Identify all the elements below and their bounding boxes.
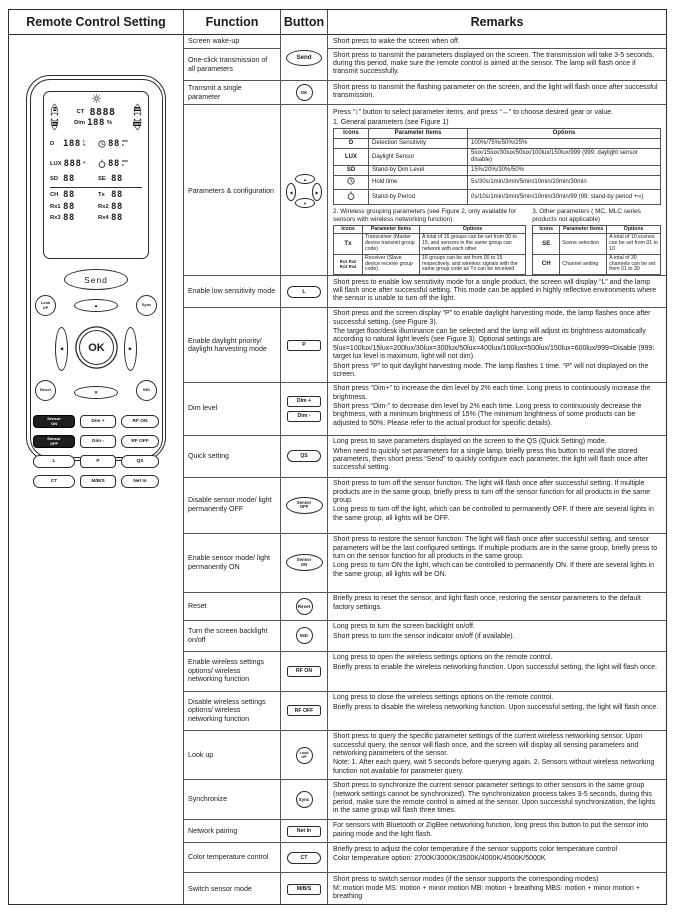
button-cell [281, 35, 328, 80]
dpad-button-icon: ▲ ▼ ◀ ▶ [286, 174, 322, 208]
standby-lamp-icon [98, 155, 106, 173]
remote-control-illustration [26, 75, 166, 484]
remarks-cell: Short press to turn off the sensor function. The light will flash once after successful setting. If multiple products are in the same group, briefly press to turn off the sensor function for all products in the same group. Long press to turn off the light, which can be controlled to permanently OFF. If there are several lights in the same group, all lights will be OFF. [333, 480, 654, 522]
sensor-on-key: Sensor ON [33, 415, 75, 428]
ok-button: OK [79, 330, 114, 365]
mode-badge: MS [52, 122, 57, 126]
function-cell: Quick setting [184, 436, 281, 477]
function-cell: Enable daylight priority/ daylight harvesting mode [184, 308, 281, 383]
sensor-off-key: Sensor OFF [33, 435, 75, 448]
remarks-cell: Short press “Dim+” to increase the dim level by 2% each time. Long press to continuously increase the brightness. Short press “Dim-” to decrease dim level by 2% each time. Long press to continuously decrease the brightness, with a minimum brightness of 15% (The minimum brightness of some products can be adjusted to 50%. Please refer to the actual product for specific details). [333, 385, 651, 427]
p-key: P [80, 455, 116, 468]
table-row [184, 593, 666, 621]
ct-button-icon: CT [287, 852, 321, 864]
send-button: Send [64, 269, 128, 290]
button-cell [281, 873, 328, 904]
table-row [184, 621, 666, 652]
table-row [184, 383, 666, 436]
button-cell [281, 276, 328, 307]
parameters-intro: Press “↕” button to select parameter items, and press “↔” to choose desired gear or value. [333, 108, 614, 116]
remarks-cell: Short press to wake the screen when off. [333, 37, 460, 45]
table-row [184, 652, 666, 692]
button-cell [281, 534, 328, 592]
function-cell: Look up [184, 731, 281, 780]
table-row [184, 820, 666, 843]
lcd-right-mode-arrows [132, 103, 143, 131]
ok-button-icon: OK [296, 84, 313, 101]
remarks-cell: Short press to transmit the parameters displayed on the screen. The transmission will take 3-5 seconds, during this period, make sure the remote control is aimed at the sensor. The lamp will flash once if transmit successfully. [328, 48, 666, 80]
general-parameters-title: 1. General parameters (see Figure 1) [333, 119, 449, 127]
rx2-readout: Rx2 88 [98, 201, 123, 212]
wireless-grouping-title: 2. Wireless grouping parameters (see Figure 2, only available for sensors with wireless networking function) [333, 208, 517, 223]
table-row [184, 276, 666, 308]
function-cell: Screen wake-up [184, 35, 281, 48]
send-button-icon: Send [286, 50, 322, 66]
dim-minus-key: Dim - [80, 435, 116, 448]
remarks-cell: Short press to switch sensor modes (if the sensor supports the corresponding modes) M: motion mode MS: motion + minor motion MB: motion + breathing MBS: motion + minor motion + breathing [333, 875, 640, 901]
remarks-cell: Short press and the screen display “P” to enable daylight harvesting mode, the lamp flashes once after successful setting. (see Figure 3). The target floor/desk illuminance can be selected and the lamp will adjust its brightness automatically according to natural light levels (see Figure 3). Optional settings are 5lux=100lux/15lux=200lux/30lux=300lux/50lux=400lux/100lux=500lux/150lux=600lux/999=Disable (999: target lux level is maximum, light will not dim). Short press “P” to quit daylight harvesting mode. The lamp flashes 1 time. “P” will not displayed on the screen. [333, 310, 655, 379]
rx1-readout: Rx1 88 [50, 201, 75, 212]
other-parameters-section [532, 208, 661, 275]
up-arrow-icon: ▲ [93, 303, 99, 308]
mode-arrow-down-icon [49, 118, 60, 131]
table-row: SE Scene selection A total of 10 scenes can be set from 01 to 10 [533, 234, 661, 254]
left-arrow-button [55, 327, 68, 371]
mode-badge: MBS [134, 122, 141, 126]
l-button-icon: L [287, 286, 321, 298]
button-cell [281, 692, 328, 730]
qs-key: QS [121, 455, 159, 468]
ch-readout: CH 88 [50, 190, 75, 200]
remarks-cell: Short press to restore the sensor function. The light will flash once after successful setting, and sensor parameters will be the last configured settings. If multiple products are in the same group, briefly press to turn on the sensor function for all products in the same group. Long press to turn ON the light, which can be controlled to permanently ON. If there are several lights in the same group, all lights will be ON. [333, 536, 658, 578]
rx3-readout: Rx3 88 [50, 213, 75, 223]
function-cell: Network pairing [184, 820, 281, 843]
sd-readout: SD 88 [50, 174, 75, 184]
table-body [9, 35, 666, 904]
lcd-ct-dim-readout [74, 107, 118, 128]
dim-minus-button-icon: Dim - [287, 411, 321, 422]
button-cell [281, 383, 328, 435]
button-cell [281, 593, 328, 620]
table-row: LUX Daylight Sensor 5lux/15lux/30lux/50lux/100lux/150lux/999 (999: daylight sensor disable) [334, 149, 661, 166]
rf-on-button-icon: RF ON [287, 666, 321, 677]
table-row: Tx Transceiver (Master device transmit group code) A total of 16 groups can be set from 00 to 15, and sensors in the same group can network with each other [334, 234, 526, 254]
rx4-readout: Rx4 88 [98, 213, 123, 223]
button-cell [281, 621, 328, 651]
button-cell [281, 105, 328, 278]
wireless-grouping-table: Icons Parameter Items Options Tx Transceiver (Master device transmit group code) A total of 16 groups can be set from 00 to 15, and sensors in the same group can network with each other Rx1 Rx2 Rx3 Rx4 Receiver (Slave device receive group code) 16 groups can be set from 00 to 15 respectively, and wireless signals with the same group code as Tx can be received [333, 225, 526, 276]
button-cell [281, 652, 328, 691]
column-header-button: Button [281, 10, 328, 34]
table-row: CH Channel setting A total of 30 channels can be set from 01 to 30 [533, 254, 661, 274]
lcd-divider [50, 187, 142, 188]
detection-readout: D 188 L % [50, 139, 86, 149]
holdtime-readout: 88 min s [98, 135, 142, 153]
look-up-button: Look UP [35, 295, 56, 316]
remarks-cell: Short press to synchronize the current sensor parameter settings to other sensors in the same group (network settings cannot be synchronized). The synchronization process takes 3-5 seconds, during this period, make sure the remote control is aimed at the sensor. Upon successful synchronization, the lights in the same group will flash three times. [333, 782, 656, 815]
button-cell [281, 436, 328, 477]
function-cell: Synchronize [184, 780, 281, 820]
other-parameters-title: 3. Other parameters ( MC, MLC series products not applicable) [532, 208, 641, 223]
tx-readout: Tx 88 [98, 190, 123, 200]
remarks-cell: Long press to turn the screen backlight on/off. Short press to turn the sensor indicator on/off (if available). [333, 623, 515, 640]
se-readout: SE 88 [98, 174, 123, 184]
sync-button: Sync [136, 295, 157, 316]
rf-on-key: RF ON [121, 415, 159, 428]
column-header-remarks: Remarks [470, 15, 524, 29]
navigation-pad [32, 293, 160, 405]
function-cell: Switch sensor mode [184, 873, 281, 904]
net-in-key: Net In [121, 475, 159, 488]
table-row: Hold time 5s/30s/1min/3min/5min/10min/20min/30min [334, 176, 661, 190]
other-parameters-table: Icons Parameter Items Options SE Scene selection A total of 10 scenes can be set from 01 to 10 CH Channel setting A total of 30 channels can be set from 01 to 30 [532, 225, 661, 276]
lcd-parameter-grid [44, 135, 148, 223]
parameters-remarks-cell [328, 105, 666, 278]
right-arrow-icon: ▶ [128, 346, 133, 351]
function-cell: Dim level [184, 383, 281, 435]
table-row [184, 105, 666, 276]
function-cell: One-click transmission of all parameters [184, 48, 281, 80]
reset-button-icon: Reset [296, 598, 313, 615]
clock-icon [98, 135, 106, 153]
function-cell: Enable wireless settings options/ wireless networking function [184, 652, 281, 691]
manual-table [8, 9, 667, 905]
remarks-cell: Long press to open the wireless settings options on the remote control. Briefly press to enable the wireless networking function. Upon successful setting, the light will flash once. [333, 654, 658, 671]
function-cell: Parameters & configuration [184, 105, 281, 278]
net-in-button-icon: Net In [287, 826, 321, 837]
column-header-function: Function [184, 10, 281, 34]
table-row [184, 308, 666, 383]
remarks-cell: Short press to query the specific parameter settings of the current wireless networking sensor. Upon successful query, the sensor will flash once, and the screen will display all sensing parameters and networking parameters of the sensor. Note: 1. After each query, wait 5 seconds before querying again. 2. Sensors without wireless networking function not available for parameter query. [333, 733, 655, 775]
down-arrow-icon: ▼ [93, 390, 99, 395]
mode-arrow-up-icon [49, 103, 60, 116]
p-button-icon: P [287, 340, 321, 351]
sensor-on-button-icon: Sensor ON [286, 554, 323, 571]
mode-arrow-down-icon [132, 118, 143, 131]
button-cell [281, 308, 328, 383]
button-cell [281, 731, 328, 780]
look-up-button-icon: Look UP [296, 747, 313, 764]
remarks-cell: Briefly press to adjust the color temperature if the sensor supports color temperature control Color temperature option: 2700K/3000K/3500K/4000K/4500K/5000K [333, 845, 618, 862]
table-row [184, 436, 666, 478]
function-rows [184, 35, 666, 904]
table-row [184, 843, 666, 873]
sync-button-icon: Sync [296, 791, 313, 808]
rx-icons: Rx1 Rx2 Rx3 Rx4 [339, 259, 357, 270]
parameters-subsection [333, 208, 661, 275]
dim-readout: Dim 188 % [74, 117, 113, 128]
table-row: SD Stand-by Dim Level 15%/20%/30%/50% [334, 166, 661, 176]
table-row: D Detection Sensitivity 100%/75%/50%/25% [334, 139, 661, 149]
button-cell [281, 780, 328, 820]
table-row: Rx1 Rx2 Rx3 Rx4 Receiver (Slave device receive group code) 16 groups can be set from 00 to 15 respectively, and wireless signals with the same group code as Tx can be received [334, 254, 526, 274]
function-cell: Enable low sensitivity mode [184, 276, 281, 307]
sun-icon [44, 94, 148, 103]
standby-readout: 88 min s [98, 155, 142, 173]
table-row [184, 692, 666, 731]
page-title: Remote Control Setting [9, 10, 184, 34]
rf-off-button-icon: RF OFF [287, 705, 321, 716]
remarks-cell: Briefly press to reset the sensor, and light flash once, restoring the sensor parameters to the default factory settings. [333, 595, 641, 611]
wireless-grouping-section [333, 208, 526, 275]
dim-plus-button-icon: Dim + [287, 396, 321, 407]
table-row [184, 780, 666, 820]
table-row [184, 81, 666, 105]
sensor-off-button-icon: Sensor OFF [286, 497, 323, 514]
remarks-cell: Long press to save parameters displayed on the screen to the QS (Quick Setting) mode. When need to quickly set parameters for a single lamp, briefly press this button to recall the stored parameters, then short press “Send” to quickly configure each parameter, the light will flash once after successful setting. [333, 438, 648, 472]
lcd-top-section [44, 103, 148, 131]
button-cell [281, 843, 328, 872]
table-row [184, 35, 666, 81]
function-cell: Transmit a single parameter [184, 81, 281, 104]
mbs-button-icon: M/B/S [287, 884, 321, 895]
remarks-cell: For sensors with Bluetooth or ZigBee networking function, long press this button to put the sensor into pairing mode and the light flash. [333, 822, 649, 838]
mode-badge: MB [135, 107, 140, 111]
up-arrow-button [74, 299, 118, 312]
function-cell: Color temperature control [184, 843, 281, 872]
down-arrow-button [74, 386, 118, 399]
ct-key: CT [33, 475, 75, 488]
header-row [9, 10, 666, 35]
remote-illustration-cell [9, 35, 184, 904]
remarks-cell: Short press to enable low sensitivity mode for a single product, the screen will display “L” and the lamp will flash once after successful setting. This mode can be applied in highly reflective environments where the sensor is unable to turn off the light. [333, 278, 657, 303]
table-row [184, 873, 666, 904]
remarks-cell: Short press to transmit the flashing parameter on the screen, and the light will flash once after successful transmission. [333, 83, 658, 100]
mbs-key: M/B/S [80, 475, 116, 488]
right-arrow-button [124, 327, 137, 371]
qs-button-icon: QS [287, 450, 321, 462]
function-cell: Turn the screen backlight on/off [184, 621, 281, 651]
table-row: Stand-by Period 0s/10s/1min/3min/5min/10min/30min/99 (99: stand-by period +∞) [334, 190, 661, 205]
remote-lcd-screen [43, 91, 149, 259]
mode-badge: M [53, 107, 56, 111]
general-parameters-table: Icons Parameter Items Options D Detection Sensitivity 100%/75%/50%/25% LUX Daylight Sensor 5lux/15lux/30lux/50lux/100lux/150lux/999 (999: daylight sensor disable) SD Stand-by Dim Level 15%/20%/30%/50% Hold time 5s/30s/1min/3min/5min/10min/20min/30min Stand-by Period 0s/10s/1min/3min/5min/10min/30min/99 (99: stand-by period +∞) [333, 128, 661, 205]
function-cell: Disable sensor mode/ light permanently OFF [184, 478, 281, 533]
function-cell: Enable sensor mode/ light permanently ON [184, 534, 281, 592]
left-arrow-icon: ◀ [59, 346, 64, 351]
l-key: L [33, 455, 75, 468]
table-row [184, 731, 666, 780]
button-cell [281, 820, 328, 843]
ind-button: IND [136, 380, 157, 401]
table-row [184, 478, 666, 534]
lux-readout: LUX 888 P [50, 158, 86, 169]
lcd-left-mode-arrows [49, 103, 60, 131]
clock-icon [334, 176, 369, 190]
function-cell: Reset [184, 593, 281, 620]
ind-button-icon: IND [296, 627, 313, 644]
table-row [184, 534, 666, 593]
mode-arrow-up-icon [132, 103, 143, 116]
button-cell [281, 81, 328, 104]
ct-readout: CT 8888 [76, 106, 116, 118]
dim-plus-key: Dim + [80, 415, 116, 428]
reset-button: Reset [35, 380, 56, 401]
standby-lamp-icon [334, 190, 369, 205]
button-cell [281, 478, 328, 533]
function-cell: Disable wireless settings options/ wireless networking function [184, 692, 281, 730]
rf-off-key: RF OFF [121, 435, 159, 448]
remarks-cell: Long press to close the wireless settings options on the remote control. Briefly press to disable the wireless networking function. Upon successful setting, the light will flash once. [333, 694, 659, 711]
remote-key-grid [33, 415, 159, 488]
